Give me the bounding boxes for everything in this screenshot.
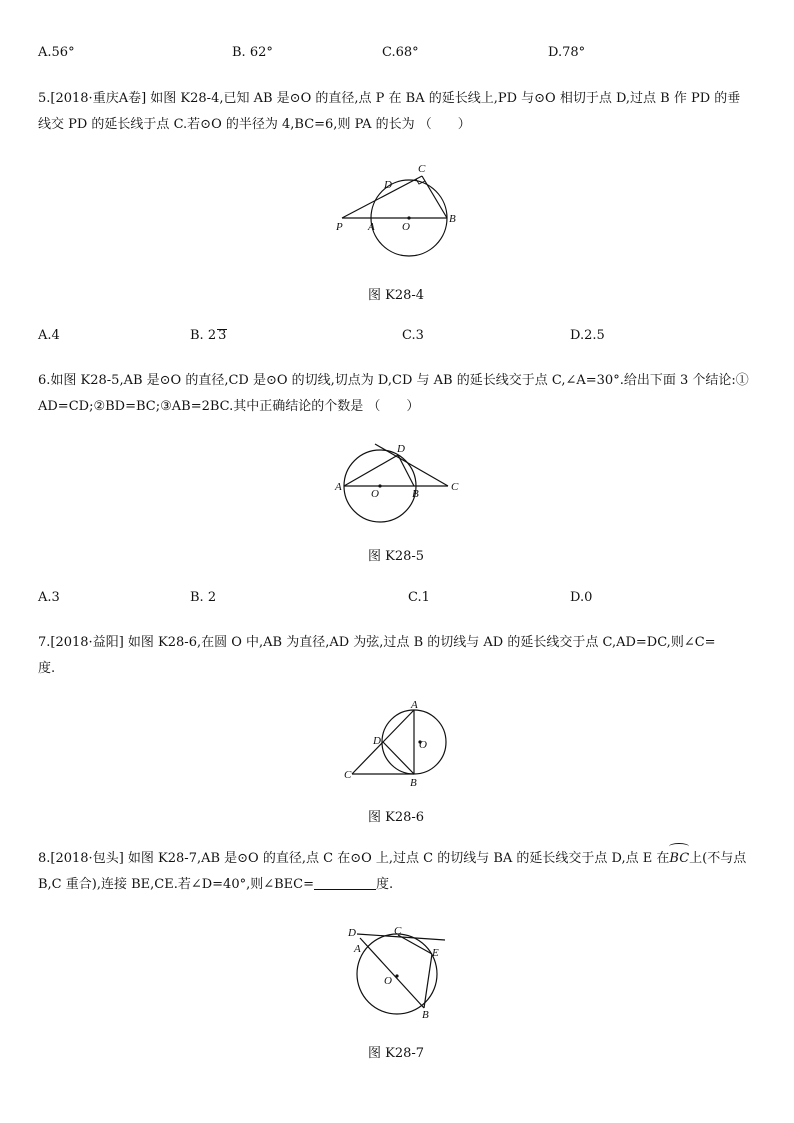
q5-option-d: D.2.5: [570, 328, 605, 343]
k28-4-caption: 图 K28-4: [368, 288, 425, 303]
k28-6-caption: 图 K28-6: [368, 810, 425, 825]
k28-7-label-a: A: [354, 943, 361, 955]
k28-7-label-d: D: [348, 927, 356, 939]
question-7-number: 7.: [38, 635, 51, 650]
q4-option-d: D.78°: [548, 45, 586, 60]
question-8-number: 8.: [38, 851, 51, 866]
k28-4-label-a: A: [368, 221, 375, 233]
q6-option-a: A.3: [38, 590, 60, 605]
question-5-text-1: 如图 K28-4,已知 AB 是⊙O 的直径,点 P 在 BA 的延长线上,PD 与⊙O 相切于点 D,过点 B 作 PD 的垂: [146, 91, 741, 106]
q4-option-a: A.56°: [38, 45, 75, 60]
k28-4-label-b: B: [449, 213, 456, 225]
k28-4-label-d: D: [384, 179, 392, 191]
question-6-text-1: 如图 K28-5,AB 是⊙O 的直径,CD 是⊙O 的切线,切点为 D,CD 与 AB 的延长线交于点 C,∠A=30°.给出下面 3 个结论:①: [50, 373, 749, 388]
k28-5-label-o: O: [371, 488, 379, 500]
question-7-source: [2018·益阳]: [50, 635, 124, 650]
k28-7-label-e: E: [432, 947, 439, 959]
question-7-text-2: 度.: [38, 661, 56, 676]
question-8-text-2b: 度.: [376, 877, 394, 892]
question-7-text-1: 如图 K28-6,在圆 O 中,AB 为直径,AD 为弦,过点 B 的切线与 AD 的延长线交于点 C,AD=DC,则∠C=: [123, 635, 716, 650]
k28-5-label-b: B: [412, 488, 419, 500]
k28-7-caption: 图 K28-7: [368, 1046, 425, 1061]
k28-6-label-o: O: [419, 739, 427, 751]
q6-option-d: D.0: [570, 590, 593, 605]
k28-7-label-c: C: [394, 925, 402, 937]
q4-option-c: C.68°: [382, 45, 419, 60]
question-5-number: 5.: [38, 91, 51, 106]
k28-5-label-d: D: [397, 443, 405, 455]
k28-7-center-dot: [395, 974, 398, 977]
question-6-text-2: AD=CD;②BD=BC;③AB=2BC.其中正确结论的个数是 （ ）: [38, 399, 420, 414]
k28-7-label-o: O: [384, 975, 392, 987]
q4-option-b: B. 62°: [232, 45, 273, 60]
question-8-text-1b: 上(不与点: [689, 851, 747, 866]
k28-6-label-a: A: [411, 699, 418, 711]
k28-7-label-b: B: [422, 1009, 429, 1021]
question-8-text-1a: 如图 K28-7,AB 是⊙O 的直径,点 C 在⊙O 上,过点 C 的切线与 BA 的延长线交于点 D,点 E 在: [123, 851, 670, 866]
k28-5-caption: 图 K28-5: [368, 549, 425, 564]
k28-5-label-a: A: [335, 481, 342, 493]
arc-bc-symbol: BC: [669, 846, 689, 872]
k28-6-label-b: B: [410, 777, 417, 789]
q6-option-b: B. 2: [190, 590, 217, 605]
q5-option-c: C.3: [402, 328, 424, 343]
k28-4-label-c: C: [418, 163, 426, 175]
k28-4-label-o: O: [402, 221, 410, 233]
q6-option-c: C.1: [408, 590, 430, 605]
k28-6-label-d: D: [373, 735, 381, 747]
q5-option-b: B. 2 3: [190, 328, 227, 343]
k28-6-label-c: C: [344, 769, 352, 781]
question-5-text-2: 线交 PD 的延长线于点 C.若⊙O 的半径为 4,BC=6,则 PA 的长为 （ ）: [38, 117, 471, 132]
k28-4-label-p: P: [336, 221, 343, 233]
q5-sqrt-icon: 3: [218, 328, 227, 343]
k28-7-diameter-ab: [360, 938, 424, 1008]
question-6-number: 6.: [38, 373, 51, 388]
k28-5-label-c: C: [451, 481, 459, 493]
question-8-text-2a: B,C 重合),连接 BE,CE.若∠D=40°,则∠BEC=: [38, 877, 315, 892]
question-5-source: [2018·重庆A卷]: [50, 91, 147, 106]
q5-option-a: A.4: [38, 328, 60, 343]
question-8-source: [2018·包头]: [50, 851, 124, 866]
